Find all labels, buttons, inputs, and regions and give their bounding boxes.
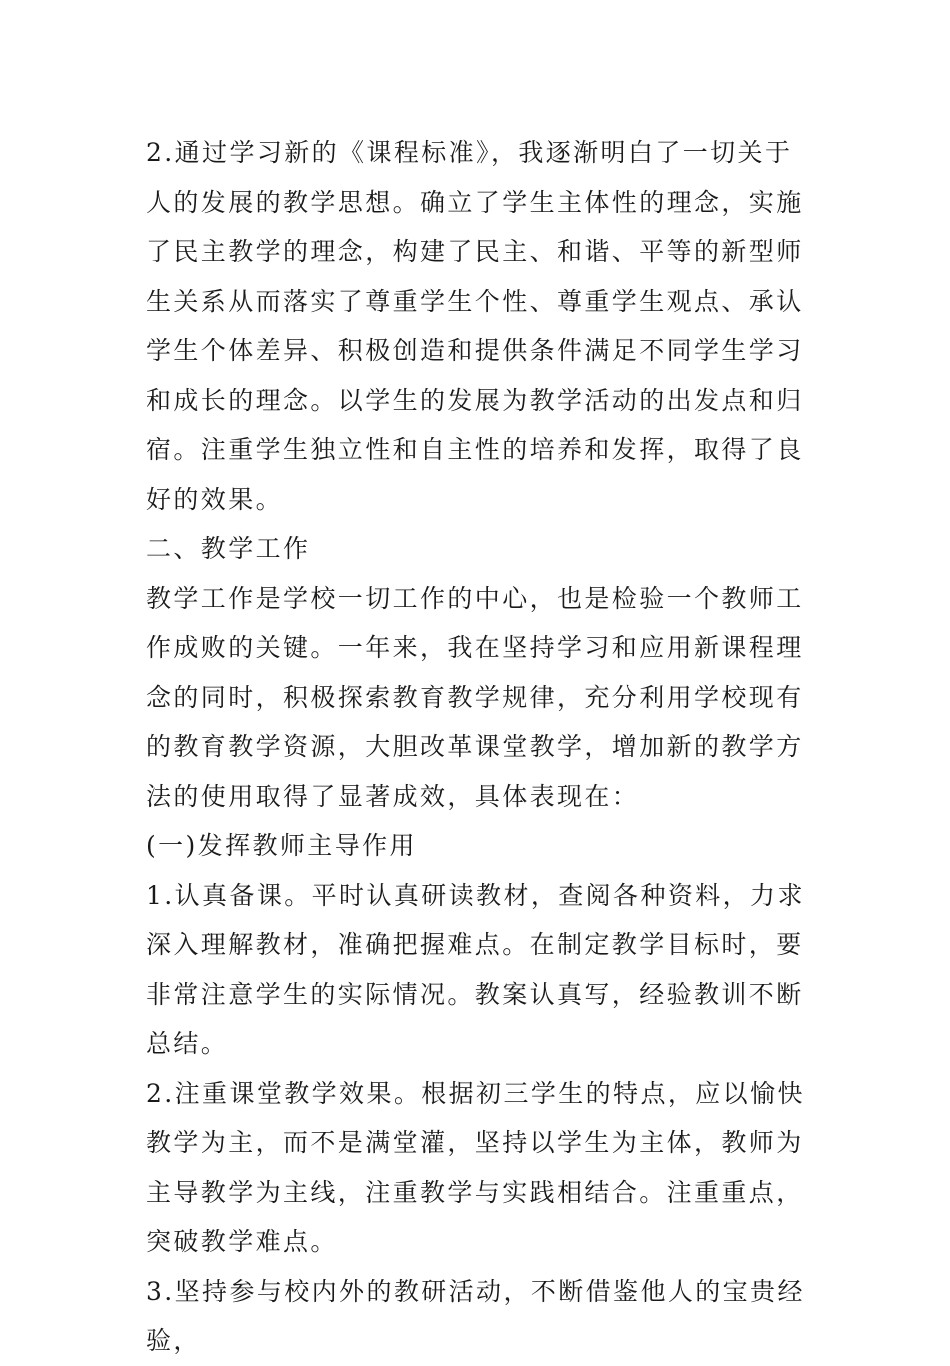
paragraph-teaching-work: 教学工作是学校一切工作的中心，也是检验一个教师工作成败的关键。一年来，我在坚持学习和应用新课程理念的同时，积极探索教育教学规律，充分利用学校现有的教育教学资源，大胆改革课堂教学，增加新的教学方法的使用取得了显著成效，具体表现在： [146, 583, 804, 811]
paragraph-lesson-preparation: 1.认真备课。平时认真研读教材，查阅各种资料，力求深入理解教材，准确把握难点。在制定教学目标时，要非常注意学生的实际情况。教案认真写，经验教训不断总结。 [146, 880, 805, 1058]
paragraph-classroom-effect: 2.注重课堂教学效果。根据初三学生的特点，应以愉快教学为主，而不是满堂灌，坚持以学生为主体，教师为主导教学为主线，注重教学与实践相结合。注重重点，突破教学难点。 [146, 1078, 805, 1256]
document-body [146, 128, 806, 1366]
section-heading-teaching-work: 二、教学工作 [146, 534, 311, 563]
subsection-heading-teacher-role: (一)发挥教师主导作用 [146, 831, 417, 860]
paragraph-research-activities: 3.坚持参与校内外的教研活动，不断借鉴他人的宝贵经验， [146, 1276, 805, 1355]
paragraph-study-curriculum: 2.通过学习新的《课程标准》，我逐渐明白了一切关于人的发展的教学思想。确立了学生主体性的理念，实施了民主教学的理念，构建了民主、和谐、平等的新型师生关系从而落实了尊重学生个性、尊重学生观点、承认学生个体差异、积极创造和提供条件满足不同学生学习和成长的理念。以学生的发展为教学活动的出发点和归宿。注重学生独立性和自主性的培养和发挥，取得了良好的效果。 [146, 138, 804, 514]
